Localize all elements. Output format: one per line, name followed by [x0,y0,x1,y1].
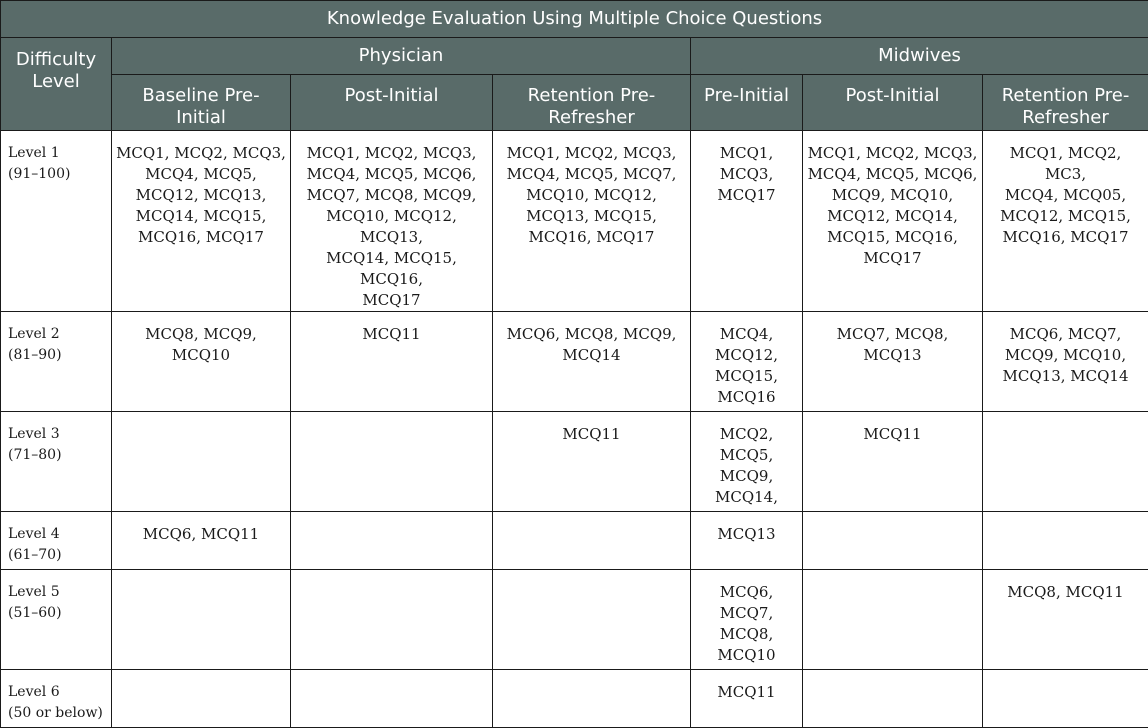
phys-baseline-header [112,75,291,131]
cell-line: MCQ16 [695,387,798,408]
mid-pre-initial-header [691,75,803,131]
cell-line: MCQ11 [807,424,978,445]
header-line: Baseline Pre- [112,85,290,107]
cell-line: MCQ6, MCQ8, MCQ9, [497,324,686,345]
cell-line: MCQ10, MCQ12, [497,185,686,206]
phys-post-initial-cell [291,312,493,412]
cell-line: MCQ8, [695,624,798,645]
cell-line: MCQ4, MCQ5, MCQ6, [807,164,978,185]
phys-post-initial-cell [291,570,493,670]
cell-line: MCQ9, MCQ10, [807,185,978,206]
level-cell [1,131,112,312]
table-row [1,670,1148,728]
cell-line: (71–80) [8,445,107,466]
cell-line: MCQ11 [497,424,686,445]
cell-line: MCQ12, MCQ14, [807,206,978,227]
phys-baseline-cell [112,312,291,412]
cell-line: MCQ17 [807,248,978,269]
phys-retention-cell [493,131,691,312]
cell-line: MCQ17 [695,185,798,206]
cell-line: MCQ4, MCQ05, [987,185,1144,206]
table-title: Knowledge Evaluation Using Multiple Choice Questions [1,1,1148,38]
cell-line: MCQ7, [695,603,798,624]
cell-line: MCQ3, [695,164,798,185]
mid-pre-initial-cell [691,570,803,670]
mid-post-initial-cell [803,670,983,728]
cell-line: MCQ12, MCQ15, [987,206,1144,227]
cell-line: Level 6 [8,682,107,703]
cell-line: MCQ7, MCQ8, [807,324,978,345]
cell-line: MCQ7, MCQ8, MCQ9, [295,185,488,206]
phys-retention-header [493,75,691,131]
phys-retention-cell [493,412,691,512]
phys-baseline-cell [112,570,291,670]
cell-line: MCQ12, MCQ13, [116,185,286,206]
phys-baseline-cell [112,670,291,728]
header-line: Post-Initial [803,85,982,107]
cell-line: Level 4 [8,524,107,545]
cell-line: MCQ5, [695,445,798,466]
header-line: Difficulty [1,49,111,71]
level-cell [1,312,112,412]
cell-line: MCQ1, [695,143,798,164]
cell-line: MCQ1, MCQ2, MC3, [987,143,1144,185]
cell-line: MCQ16, MCQ17 [497,227,686,248]
cell-line: MCQ11 [695,682,798,703]
cell-line: MCQ10, MCQ12, MCQ13, [295,206,488,248]
mid-retention-cell [983,570,1148,670]
cell-line: (51–60) [8,603,107,624]
mid-pre-initial-cell [691,412,803,512]
phys-baseline-cell [112,512,291,570]
level-cell [1,412,112,512]
cell-line: MCQ14 [497,345,686,366]
cell-line: MCQ14, MCQ15, MCQ16, [295,248,488,290]
cell-line: MCQ8, MCQ9, [116,324,286,345]
cell-line: Level 3 [8,424,107,445]
mid-retention-cell [983,670,1148,728]
phys-post-initial-cell [291,412,493,512]
physician-group-header: Physician [112,38,691,75]
mid-retention-cell [983,412,1148,512]
table-row [1,412,1148,512]
header-line: Pre-Initial [691,85,802,107]
cell-line: MCQ1, MCQ2, MCQ3, [497,143,686,164]
cell-line: MCQ1, MCQ2, MCQ3, [116,143,286,164]
mid-retention-cell [983,512,1148,570]
midwives-group-header: Midwives [691,38,1148,75]
cell-line: MCQ9, MCQ10, [987,345,1144,366]
phys-baseline-cell [112,131,291,312]
cell-line: MCQ4, MCQ5, MCQ6, [295,164,488,185]
difficulty-level-header [1,38,112,131]
cell-line: MCQ4, MCQ5, MCQ7, [497,164,686,185]
table-row [1,131,1148,312]
level-cell [1,570,112,670]
header-line: Level [1,71,111,93]
cell-line: MCQ10 [116,345,286,366]
table-row [1,312,1148,412]
header-line: Refresher [983,107,1148,129]
cell-line: MCQ2, [695,424,798,445]
mid-retention-cell [983,131,1148,312]
mid-post-initial-cell [803,312,983,412]
cell-line: MCQ13 [695,524,798,545]
header-line: Retention Pre- [493,85,690,107]
table-row [1,570,1148,670]
phys-retention-cell [493,312,691,412]
cell-line: MCQ15, [695,366,798,387]
cell-line: Level 5 [8,582,107,603]
cell-line: MCQ13, MCQ15, [497,206,686,227]
cell-line: MCQ6, MCQ7, [987,324,1144,345]
mid-post-initial-cell [803,412,983,512]
cell-line: MCQ17 [295,290,488,311]
phys-post-initial-cell [291,512,493,570]
cell-line: MCQ10 [695,645,798,666]
phys-baseline-cell [112,412,291,512]
cell-line: MCQ14, MCQ15, [116,206,286,227]
cell-line: MCQ6, MCQ11 [116,524,286,545]
cell-line: MCQ16, MCQ17 [987,227,1144,248]
mid-post-initial-cell [803,131,983,312]
cell-line: MCQ12, [695,345,798,366]
cell-line: MCQ4, MCQ5, [116,164,286,185]
cell-line: MCQ14, [695,487,798,508]
phys-retention-cell [493,512,691,570]
mid-post-initial-header [803,75,983,131]
cell-line: (61–70) [8,545,107,566]
mid-pre-initial-cell [691,131,803,312]
cell-line: Level 1 [8,143,107,164]
cell-line: MCQ4, [695,324,798,345]
cell-line: Level 2 [8,324,107,345]
phys-post-initial-cell [291,131,493,312]
mid-retention-header [983,75,1148,131]
mid-retention-cell [983,312,1148,412]
cell-line: (50 or below) [8,703,107,724]
phys-post-initial-cell [291,670,493,728]
cell-line: MCQ13 [807,345,978,366]
cell-line: (81–90) [8,345,107,366]
level-cell [1,512,112,570]
cell-line: MCQ11 [295,324,488,345]
table-body [1,131,1148,728]
cell-line: MCQ9, [695,466,798,487]
header-line: Post-Initial [291,85,492,107]
mid-pre-initial-cell [691,670,803,728]
level-cell [1,670,112,728]
header-line: Retention Pre- [983,85,1148,107]
mid-pre-initial-cell [691,512,803,570]
header-line: Initial [112,107,290,129]
cell-line: MCQ1, MCQ2, MCQ3, [807,143,978,164]
cell-line: MCQ15, MCQ16, [807,227,978,248]
header-line: Refresher [493,107,690,129]
phys-retention-cell [493,570,691,670]
cell-line: MCQ8, MCQ11 [987,582,1144,603]
cell-line: MCQ1, MCQ2, MCQ3, [295,143,488,164]
phys-retention-cell [493,670,691,728]
mid-pre-initial-cell [691,312,803,412]
table-row [1,512,1148,570]
cell-line: (91–100) [8,164,107,185]
mid-post-initial-cell [803,570,983,670]
cell-line: MCQ13, MCQ14 [987,366,1144,387]
cell-line: MCQ6, [695,582,798,603]
cell-line: MCQ16, MCQ17 [116,227,286,248]
mid-post-initial-cell [803,512,983,570]
phys-post-initial-header [291,75,493,131]
